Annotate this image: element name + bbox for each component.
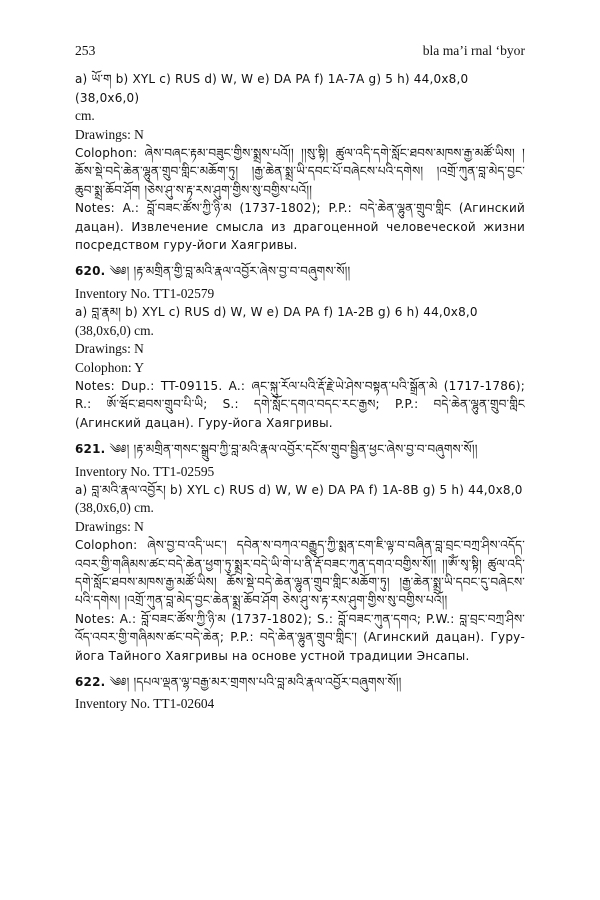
entry-622 — [75, 673, 525, 714]
entry-number: 621. — [75, 442, 106, 457]
entry-title-tibetan: ༄༅། །རྟ་མགྲིན་གསང་སྒྲུབ་ཀྱི་བླ་མའི་རྣལ་འབྱོར་དངོས་གྲུབ་སྦྱིན་ཕྱང་ཞེས་བྱ་བ་བཞུགས་སོ།། — [109, 442, 478, 457]
catalog-line: a) ཡོ་ག b) XYL c) RUS d) W, W e) DA PA f) 1A-7A g) 5 h) 44,0x8,0 (38,0x6,0) — [75, 72, 469, 105]
inventory-number: Inventory No. TT1-02579 — [75, 285, 215, 301]
catalog-line: a) བླ་རྣམ། b) XYL c) RUS d) W, W e) DA PA f) 1A-2B g) 6 h) 44,0x8,0 — [75, 305, 478, 320]
notes: Notes: A.: བློ་བཟང་ཚོས་ཀྱི་ཉི་མ (1737-1802); P.P.: བདེ་ཆེན་ལྷུན་གྲུབ་གླིང (Агинский дацан). Извлечение смысла из драгоценной человеческой жизни посредством гуру-йоги Хаягривы. — [75, 201, 525, 253]
catalog-line: a) བླ་མའི་རྣལ་འབྱོར། b) XYL c) RUS d) W, W e) DA PA f) 1A-8B g) 5 h) 44,0x8,0 — [75, 482, 523, 497]
running-title: bla ma’i rnal ‘byor — [422, 43, 525, 58]
colophon: Colophon: ཞེས་བྱ་བ་འདི་ཡང་། དབེན་ས་བཀའ་བརྒྱུད་ཀྱི་སྨན་ངག་ཇི་ལྟ་བ་བཞིན་བླ་བྲང་བཀྲ་ཤིས་འདོད་འབར་གྱི་གཞིམས་ཚང་བདེ་ཆེན་ཕྱག་ཏུ་སྨྲར་བདེ་ཡི་གེ་པ་ནི་རྡོ་བཟང་ཀུན་དགའ་བགྱིས་སོ།། །།ཨོཾ་སྭ་སྟི། ཚུལ་འདི་དགེ་སློང་ཐབས་མཁས་རྒྱ་མཚོ་ཡིས། ཆོས་སྡེ་བདེ་ཆེན་ལྷུན་གྲུབ་གླིང་མཆོག་ཏུ། །རྒྱ་ཆེན་སྨྲ་ཡི་དབང་དུ་བཞེངས་པའི་དགེས། །འགྲོ་ཀུན་བླ་མེད་བྱང་ཆེན་སྨྲ་ཆོབ་ཤོག ཅེས་ཤུ་ས་རྟ་རས་ཤུག་གྱིས་སུ་བགྱིས་པའོ།། — [75, 538, 525, 608]
entry-title-tibetan: ༄༅། །དཔལ་ལྡན་ལྷ་བརྒྱ་མར་གྲགས་པའི་བླ་མའི་རྣལ་འབྱོར་བཞུགས་སོ།། — [109, 675, 402, 689]
page-header — [75, 42, 525, 60]
entry-title — [75, 440, 525, 458]
inventory-number: Inventory No. TT1-02595 — [75, 463, 215, 479]
page-number: 253 — [75, 43, 96, 58]
entry-continued — [75, 70, 525, 254]
colophon: Colophon: ཞེས་བཞང་རྟམ་བཟུང་གྱིས་སྨྲས་པའོ།། །།སུ་སྟི། ཚུལ་འདི་དགེ་སློང་ཐབས་མཁས་རྒྱ་མཚོ་ཡིས། །ཆོས་སྡེ་བདེ་ཆེན་ལྷུན་གྲུབ་གླིང་མཆོག་ཏུ། །རྒྱ་ཆེན་སྨྲ་ཡི་དབང་པོ་བཞེངས་པའི་དགེས། །འགྲོ་ཀུན་བླ་མེད་བྱང་ཆུབ་སྨྲ་ཆོབ་ཤོག །ཅེས་ཤུ་ས་རྟ་རས་ཤུག་གྱིས་སུ་བགྱིས་པའོ།། — [75, 146, 525, 197]
entry-title — [75, 262, 525, 280]
page — [75, 42, 525, 714]
colophon: Colophon: Y — [75, 359, 145, 375]
entry-number: 622. — [75, 675, 106, 689]
catalog-cont: (38,0x6,0) cm. — [75, 322, 154, 338]
entry-title — [75, 673, 525, 691]
entry-title-tibetan: ༄༅། །རྟ་མགྲིན་གྱི་བླ་མའི་རྣལ་འབྱོར་ཞེས་བྱ་བ་བཞུགས་སོ།། — [109, 264, 351, 279]
catalog-cont: cm. — [75, 108, 95, 124]
entry-621 — [75, 440, 525, 665]
drawings: Drawings: N — [75, 341, 144, 357]
entry-620 — [75, 262, 525, 432]
inventory-number: Inventory No. TT1-02604 — [75, 696, 215, 712]
drawings: Drawings: N — [75, 126, 144, 142]
notes: Notes: Dup.: TT-09115. A.: ཞང་སྐུ་རོལ་པའི་རྡོ་རྗེ་ཡེ་ཤེས་བསྟན་པའི་སྒྲོན་མེ (1717-1786); R.: ཨོ་ཝོང་ཐབས་གྲུབ་པི་ཡི; S.: དགེ་སློང་དགའ་བདང་རང་རྒྱས; P.P.: བདེ་ཆེན་ལྷུན་གྲུབ་གླིང (Агинский дацан). Гуру-йога Хаягривы. — [75, 378, 525, 430]
entry-number: 620. — [75, 264, 106, 279]
drawings: Drawings: N — [75, 518, 144, 534]
notes: Notes: A.: བློ་བཟང་ཚོས་ཀྱི་ཉི་མ (1737-1802); S.: བློ་བཟང་ཀུན་དགའ; P.W.: བླ་བྲང་བཀྲ་ཤིས་འོད་འབར་གྱི་གཞིམས་ཚང་བདེ་ཆེན; P.P.: བདེ་ཆེན་ལྷུན་གྲུབ་གླིང་། (Агинский дацан). Гуру-йога Тайного Хаягривы на основе устной традиции Энсапы. — [75, 611, 525, 663]
catalog-cont: (38,0x6,0) cm. — [75, 500, 154, 516]
